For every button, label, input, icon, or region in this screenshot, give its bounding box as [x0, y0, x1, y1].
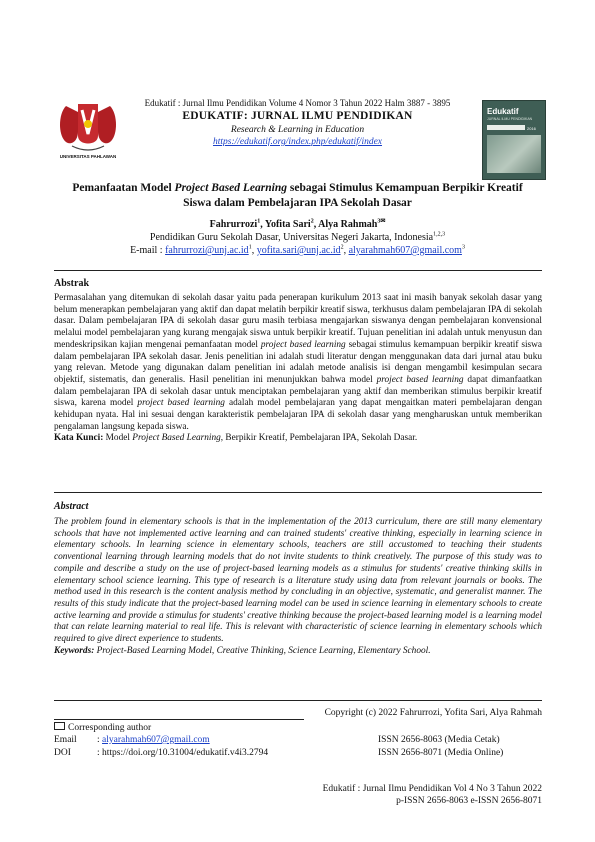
article-title [40, 181, 555, 211]
divider-bottom [54, 700, 542, 701]
author-emails [0, 245, 595, 256]
doi-row-value[interactable]: : https://doi.org/10.31004/edukatif.v4i3.2794 [97, 748, 269, 758]
email-sep-2: , [343, 245, 349, 256]
envelope-icon [54, 722, 65, 730]
copyright-notice: Copyright (c) 2022 Fahrurrozi, Yofita Sari, Alya Rahmah [324, 708, 542, 718]
email-label: E-mail : [130, 245, 166, 256]
author-2: Yofita Sari [264, 219, 311, 230]
email-link-3[interactable]: alyarahmah607@gmail.com [348, 245, 462, 256]
abstrak-text-b: sebagai stimulus kemampuan berpikir kreatif siswa dalam pembelajaran IPA sekolah dasar. Jenis penelitian ini adalah studi literatur dengan menggunakan data dari jurnal atau buku yang relevan. Metode yang digunakan dalam penelitian ini adalah metode analisis isi dengan mengambil kesimpulan secara objektif, sistematis, dan generalis. Hasil penelitian ini menunjukkan bahwa model [54, 339, 542, 385]
email-row-label: Email [54, 735, 77, 745]
email-3-sup: 3 [461, 244, 465, 251]
abstrak-italic-1: project based learning [260, 339, 346, 350]
author-sep-2: , [313, 219, 319, 230]
kata-kunci-b: , Berpikir Kreatif, Pembelajaran IPA, Sekolah Dasar. [220, 433, 418, 444]
email-sep-1: , [251, 245, 257, 256]
abstrak-text-c: dapat dimanfaatkan dalam pembelajaran IPA di sekolah dasar untuk menciptakan pembelajaran yang aktif dan memberikan stimulus berpikir kreatif siswa, karena model [54, 374, 543, 409]
author-1-sup: 1 [257, 218, 261, 225]
affiliation-sup: 1,2,3 [433, 231, 446, 238]
title-line2: Siswa dalam Pembelajaran IPA Sekolah Dasar [183, 197, 412, 209]
kata-kunci-label: Kata Kunci: [54, 433, 106, 444]
kata-kunci-italic: Project Based Learning [132, 433, 221, 444]
abstract-text: The problem found in elementary schools is that in the implementation of the 2013 curriculum, there are still many elementary schools that have not implemented active learning and can trained students' creative thinking, especially in learning science in elementary schools. In learning science in elementary schools, teachers are still accustomed to teaching their students conventional learning through learning models that do not invite students to think creatively. The purpose of this study was to compile and describe a study on the use of project-based learning models as a stimulus for students' creative thinking skills in elementary school science learning. This type of research is a literature study using data from relevant journals or books. The method used in this research is the content analysis method by concluding in an objective, systematic, and generalist manner. The results of this study indicate that the project-based learning model can be used in science learning in elementary schools to create active learning and provide a stimulus for students' creative thinking because the project-based learning model is a learning model that can relate learning material to real life. This is relevant with characteristic of science learning in elementary schools which required to give direct experience to students. [54, 517, 542, 645]
affiliation [0, 232, 595, 243]
logo-text: UNIVERSITAS PAHLAWAN [59, 154, 117, 159]
corresponding-email-link[interactable]: alyarahmah607@gmail.com [102, 735, 210, 745]
abstrak-body [54, 293, 542, 445]
cover-title: Edukatif [487, 107, 519, 116]
abstrak-text-d: adalah model pembelajaran yang dapat mengaitkan materi pembelajaran dengan kehidupan nyata. Hal ini sesuai dengan karakteristik pembelajaran IPA di sekolah dasar yang mengharuskan untuk memberikan pengalaman langsung kepada siswa. [54, 398, 542, 432]
issn-online: ISSN 2656-8071 (Media Online) [378, 748, 504, 758]
keywords-label: Keywords: [54, 645, 97, 656]
cover-subtitle: JURNAL ILMU PENDIDIKAN [487, 117, 533, 121]
email-2-sup: 2 [340, 244, 344, 251]
journal-volume-line: Edukatif : Jurnal Ilmu Pendidikan Volume 4 Nomor 3 Tahun 2022 Halm 3887 - 3895 [144, 98, 451, 108]
email-row-colon: : [97, 735, 103, 745]
email-link-1[interactable]: fahrurrozi@unj.ac.id [165, 245, 249, 256]
footer-issn-line: p-ISSN 2656-8063 e-ISSN 2656-8071 [396, 796, 542, 806]
abstrak-text-a: Permasalahan yang ditemukan di sekolah dasar yaitu pada penerapan kurikulum 2013 saat ini masih banyak sekolah dasar yang belum menerapkan pembelajaran yang aktif dan dapat melatih berpikir kreatif siswa, terkhusus dalam pembelajaran IPA di sekolah dasar. Dalam pembelajaran IPA di sekolah dasar guru masih terbiasa mengajarkan siswanya dengan pembelajaran konvensional melalui model pembelajaran yang kurang mengajak siswa untuk berpikir kreatif. Tujuan penelitian ini adalah untuk menyusun dan mendeskripsikan kajian mengenai pemanfaatan model [54, 293, 542, 350]
author-3-sup [377, 219, 385, 225]
corresponding-envelope-icon: ✉ [380, 218, 386, 225]
cover-year: 2016 [527, 126, 536, 131]
abstrak-heading: Abstrak [54, 278, 90, 289]
divider-top [54, 270, 542, 271]
abstract-heading: Abstract [54, 501, 89, 512]
issn-print: ISSN 2656-8063 (Media Cetak) [378, 735, 500, 745]
title-italic: Project Based Learning [174, 182, 287, 194]
doi-row-label: DOI [54, 748, 71, 758]
journal-url-link[interactable]: https://edukatif.org/index.php/edukatif/index [212, 137, 383, 147]
title-part1: Pemanfaatan Model [72, 182, 175, 194]
journal-title: EDUKATIF: JURNAL ILMU PENDIDIKAN [182, 110, 413, 122]
keywords-text: Project-Based Learning Model, Creative Thinking, Science Learning, Elementary School. [96, 645, 431, 656]
author-3-sup-num: 3 [377, 218, 381, 225]
kata-kunci-a: Model [105, 433, 133, 444]
abstrak-italic-2: project based learning [376, 374, 464, 385]
footer-journal-line: Edukatif : Jurnal Ilmu Pendidikan Vol 4 No 3 Tahun 2022 [322, 784, 542, 794]
corresponding-author [54, 722, 151, 733]
journal-subtitle: Research & Learning in Education [230, 125, 365, 135]
author-3: Alya Rahmah [318, 219, 378, 230]
author-2-sup: 2 [310, 218, 314, 225]
author-1: Fahrurrozi [209, 219, 258, 230]
author-list [0, 219, 595, 230]
divider-mid [54, 492, 542, 493]
title-part2: sebagai Stimulus Kemampuan Berpikir Kreatif [287, 182, 523, 194]
email-1-sup: 1 [248, 244, 252, 251]
abstrak-italic-3: project based learning [137, 398, 225, 409]
email-link-2[interactable]: yofita.sari@unj.ac.id [256, 245, 341, 256]
corresponding-rule [54, 719, 304, 720]
journal-url-container [0, 137, 595, 147]
corresponding-label: Corresponding author [68, 723, 152, 733]
affiliation-text: Pendidikan Guru Sekolah Dasar, Universitas Negeri Jakarta, Indonesia [149, 232, 434, 243]
author-sep-1: , [260, 219, 265, 230]
email-row-value [97, 735, 210, 745]
abstract-body [54, 517, 542, 657]
